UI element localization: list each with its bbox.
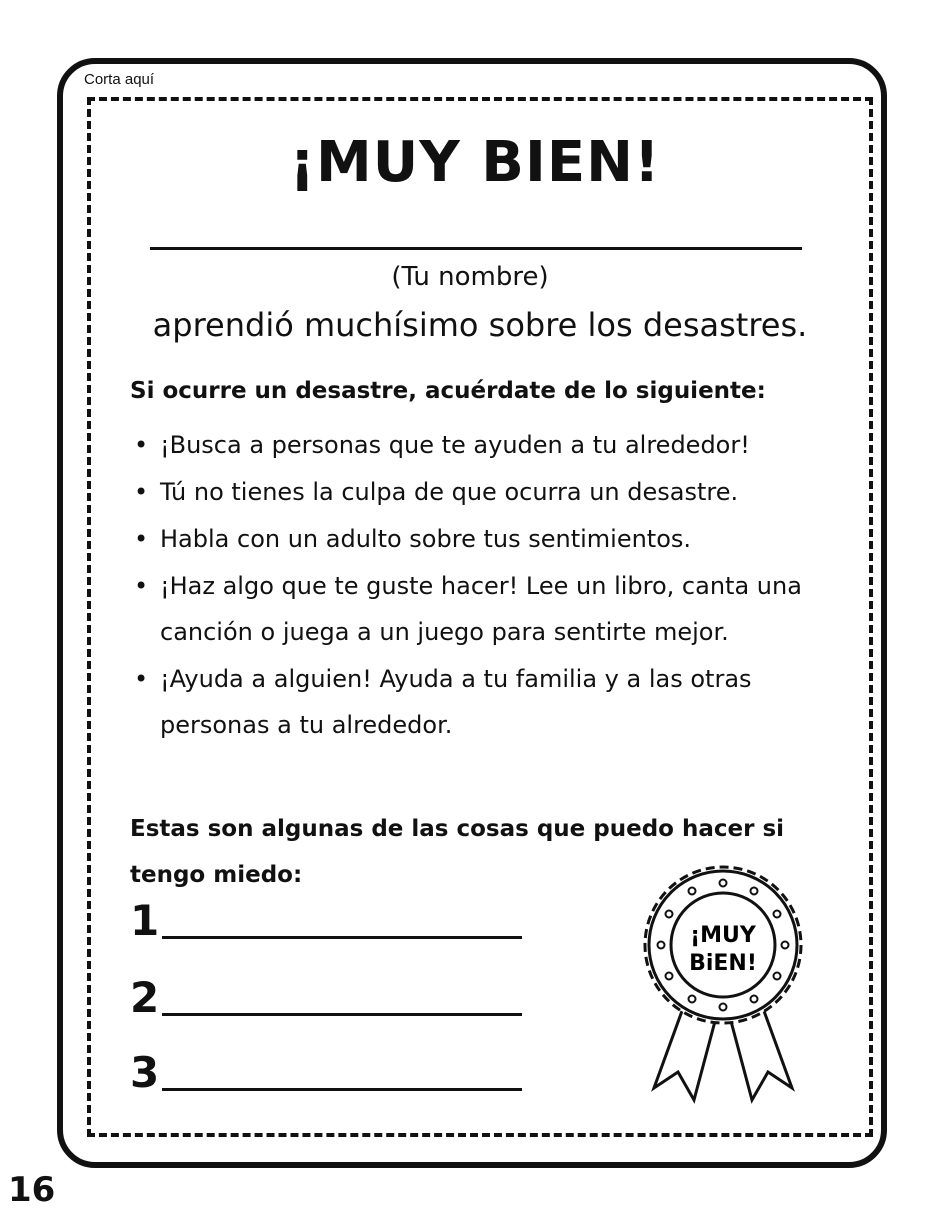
answer-line[interactable]	[162, 1013, 522, 1016]
answer-row-3[interactable]	[130, 1045, 530, 1095]
badge-text-line2: BiEN!	[689, 951, 757, 976]
page-number: 16	[8, 1170, 56, 1210]
answer-line[interactable]	[162, 936, 522, 939]
tip-item: • ¡Busca a personas que te ayuden a tu alrededor!	[130, 422, 850, 468]
tip-item: • ¡Haz algo que te guste hacer! Lee un libro, canta una canción o juega a un juego para sentirte mejor.	[130, 563, 850, 655]
answer-line[interactable]	[162, 1088, 522, 1091]
answer-row-1[interactable]	[130, 893, 530, 943]
award-ribbon-icon	[628, 850, 818, 1120]
answer-number: 2	[130, 973, 160, 1022]
name-caption: (Tu nombre)	[391, 262, 549, 292]
tips-list	[130, 422, 850, 749]
answer-number: 1	[130, 896, 160, 945]
learned-statement: aprendió muchísimo sobre los desastres.	[152, 306, 808, 344]
tip-item: • Tú no tienes la culpa de que ocurra un desastre.	[130, 469, 850, 515]
answer-row-2[interactable]	[130, 970, 530, 1020]
badge-text-line1: ¡MUY	[690, 923, 756, 948]
tip-item: • ¡Ayuda a alguien! Ayuda a tu familia y a las otras personas a tu alrededor.	[130, 656, 850, 748]
tip-item: • Habla con un adulto sobre tus sentimientos.	[130, 516, 850, 562]
certificate-title: ¡MUY BIEN!	[289, 130, 661, 195]
answer-number: 3	[130, 1048, 160, 1097]
tips-heading: Si ocurre un desastre, acuérdate de lo siguiente:	[130, 378, 766, 404]
cut-label: Corta aquí	[84, 71, 158, 88]
fear-question: Estas son algunas de las cosas que puedo hacer si tengo miedo:	[130, 816, 785, 888]
name-blank-line[interactable]	[150, 247, 802, 250]
